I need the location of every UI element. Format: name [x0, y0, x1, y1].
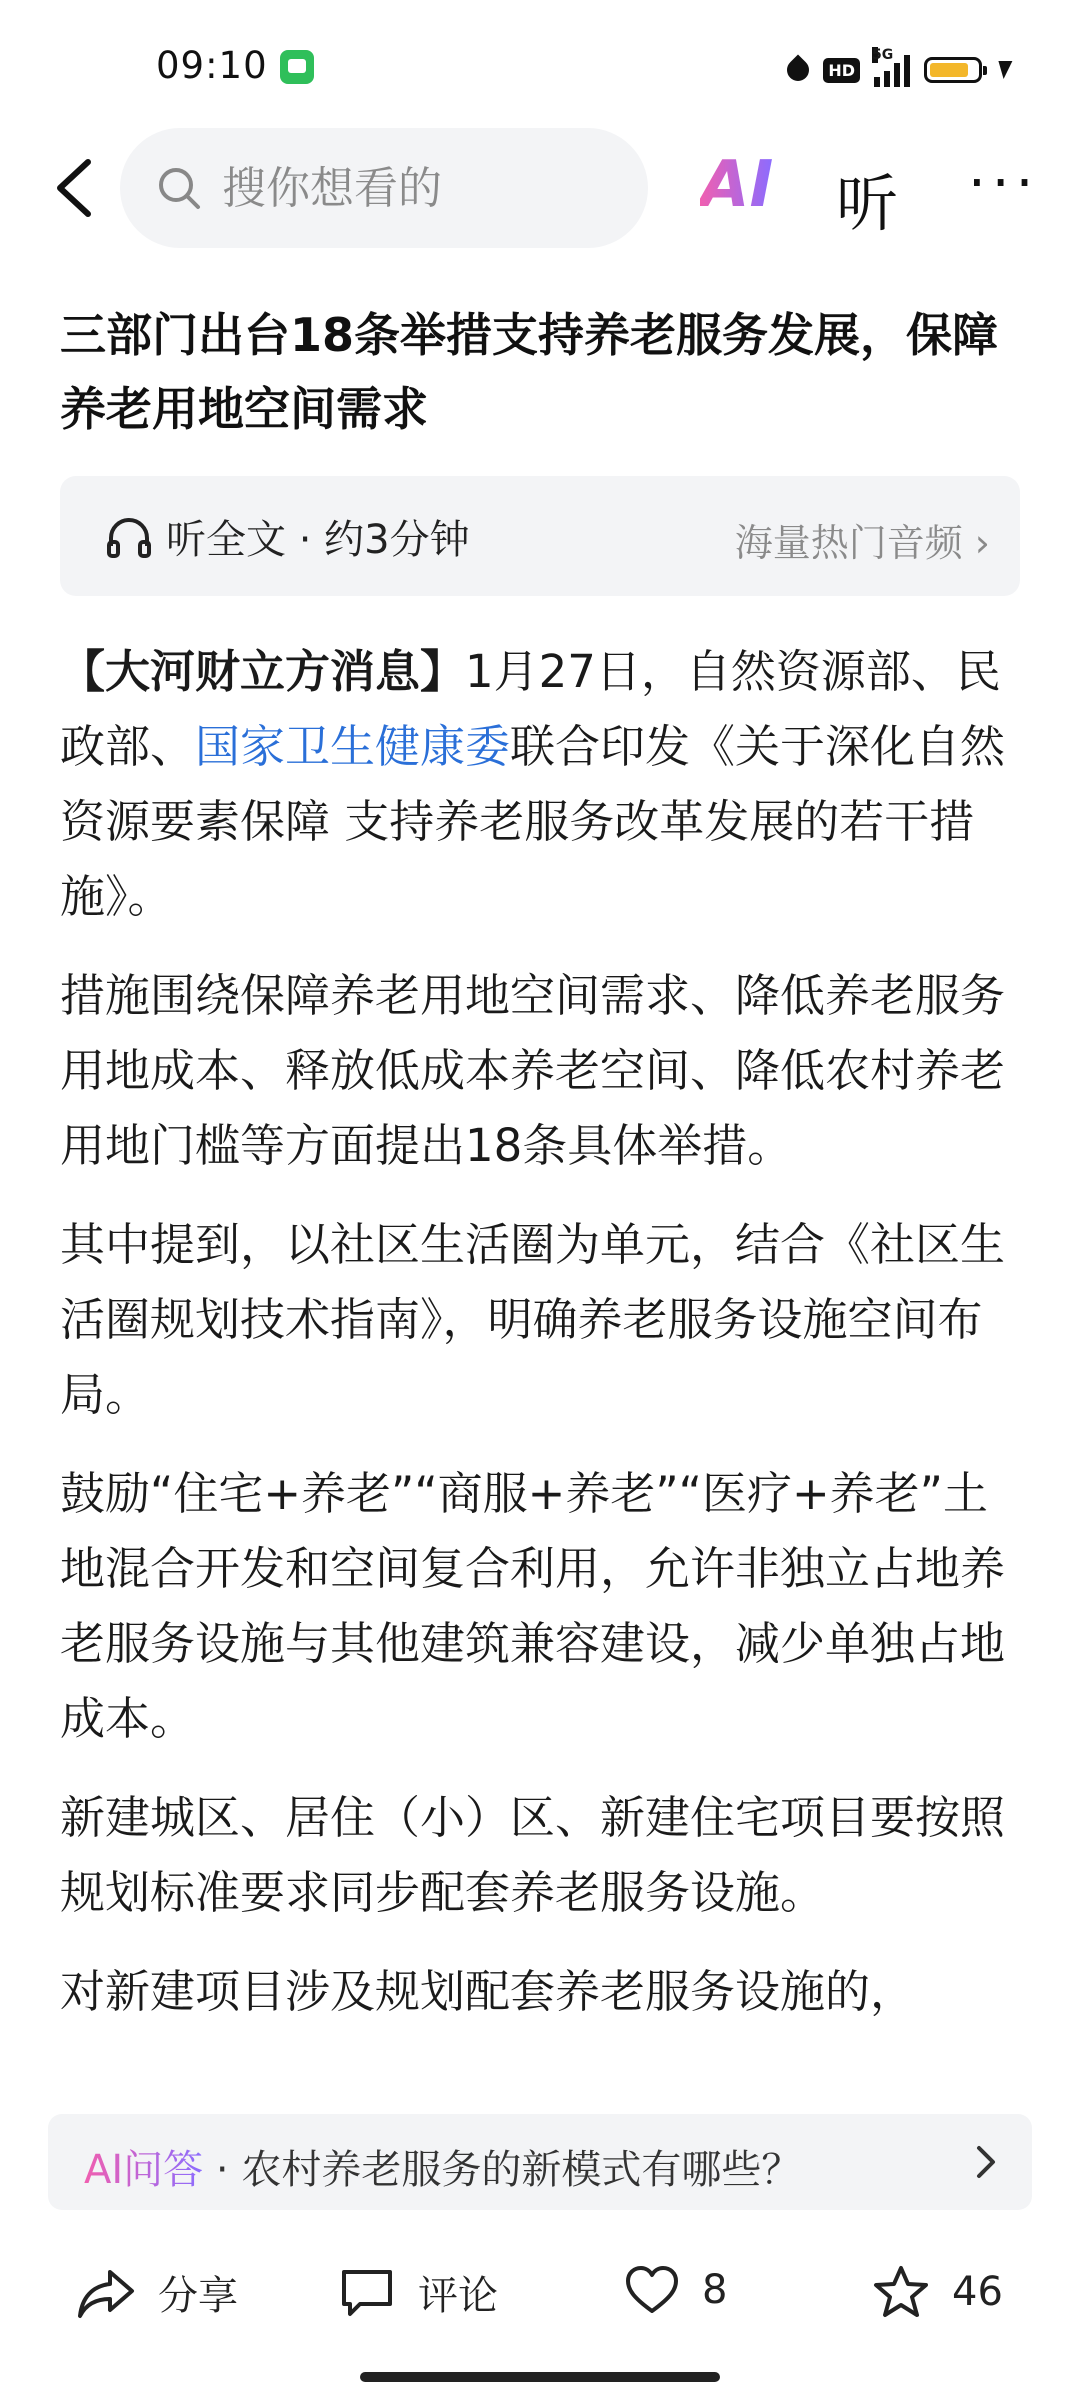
status-indicators [787, 47, 1010, 90]
more-options-button[interactable]: ··· [968, 151, 1040, 216]
data-saver-icon [783, 54, 814, 85]
network-type-label: 5G [872, 47, 894, 63]
hot-audio-link[interactable]: 海量热门音频 › [734, 521, 990, 565]
paragraph: 新建城区、居住（小）区、新建住宅项目要按照规划标准要求同步配套养老服务设施。 [60, 1791, 1006, 1919]
home-gesture-bar[interactable] [360, 2372, 720, 2382]
article-title: 三部门出台18条举措支持养老服务发展，保障养老用地空间需求 [60, 308, 999, 436]
search-bar[interactable] [120, 128, 648, 248]
share-icon [76, 2266, 136, 2320]
ai-qa-tag: AI问答 [84, 2147, 204, 2193]
star-icon [872, 2264, 930, 2320]
paragraph: 鼓励“住宅+养老”“商服+养老”“医疗+养老”土地混合开发和空间复合利用，允许非独立占地养老服务设施与其他建筑兼容建设，减少单独占地成本。 [60, 1467, 1006, 1745]
headphones-icon [106, 516, 152, 558]
comment-icon [338, 2266, 396, 2320]
like-count: 8 [702, 2267, 728, 2313]
paragraph: 其中提到，以社区生活圈为单元，结合《社区生活圈规划技术指南》，明确养老服务设施空间布局。 [60, 1218, 1006, 1421]
paragraph: 【大河财立方消息】1月27日，自然资源部、民政部、国家卫生健康委联合印发《关于深化自然资源要素保障 支持养老服务改革发展的若干措施》。 [60, 645, 1006, 923]
nhc-link[interactable]: 国家卫生健康委 [195, 720, 511, 773]
status-bar [0, 0, 1080, 130]
chevron-right-icon [974, 2142, 998, 2182]
share-button[interactable] [76, 2264, 238, 2321]
charging-icon [994, 61, 1013, 79]
hd-voice-icon: HD [823, 58, 860, 83]
ai-qa-question: · 农村养老服务的新模式有哪些？ [203, 2147, 802, 2193]
ai-qa-bar[interactable] [48, 2114, 1032, 2210]
status-time: 09:10 [156, 44, 268, 87]
back-arrow-icon[interactable] [48, 156, 108, 220]
top-bar [0, 128, 1080, 248]
battery-icon [924, 57, 982, 83]
search-icon [156, 165, 202, 211]
ai-button[interactable]: AI [700, 148, 774, 222]
comment-label: 评论 [418, 2273, 498, 2319]
cellular-signal-icon [872, 47, 910, 87]
listen-button[interactable]: 听 [836, 167, 899, 240]
listen-full-text-bar[interactable] [60, 476, 1020, 596]
paragraph: 措施围绕保障养老用地空间需求、降低养老服务用地成本、释放低成本养老空间、降低农村养老用地门槛等方面提出18条具体举措。 [60, 969, 1006, 1172]
listen-full-text-label: 听全文 · 约3分钟 [166, 517, 470, 563]
bottom-action-bar [0, 2236, 1080, 2346]
source-lead: 【大河财立方消息】 [60, 645, 466, 698]
favorite-button[interactable] [872, 2264, 1003, 2320]
share-label: 分享 [158, 2273, 238, 2319]
search-input[interactable] [220, 162, 604, 215]
heart-icon [624, 2264, 680, 2316]
comment-button[interactable] [338, 2264, 498, 2321]
paragraph: 对新建项目涉及规划配套养老服务设施的， [60, 1965, 916, 2018]
favorite-count: 46 [952, 2269, 1003, 2315]
article-body [60, 634, 1030, 2053]
like-button[interactable] [624, 2264, 727, 2316]
message-app-icon [280, 50, 314, 84]
